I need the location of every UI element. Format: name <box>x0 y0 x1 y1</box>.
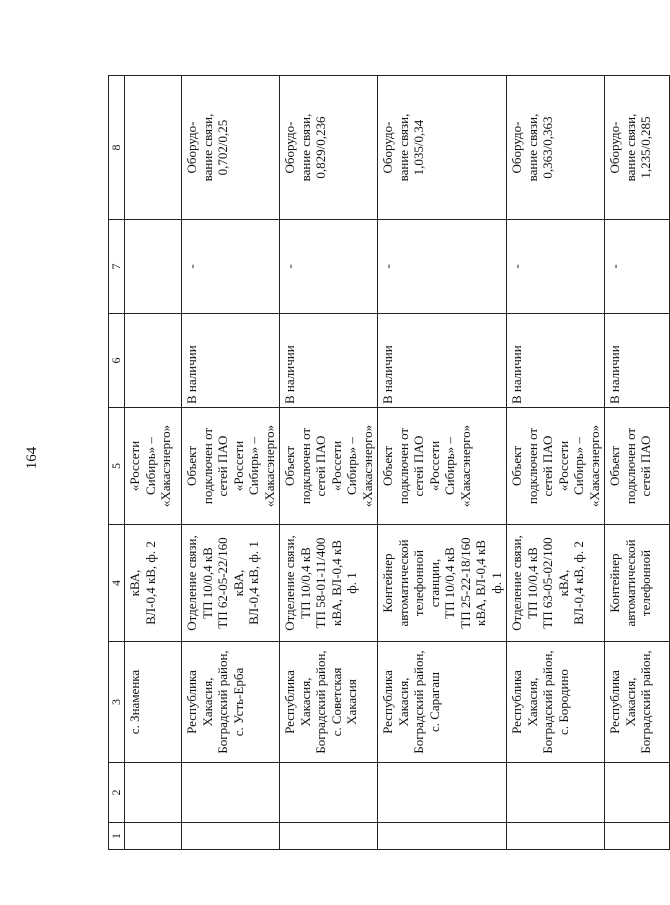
column-number-row <box>109 76 125 850</box>
cell-availability <box>378 314 507 408</box>
cell-col-2 <box>280 763 378 823</box>
cell-text-line: подключен от <box>524 427 540 505</box>
cell-text-line: Отделение связи, <box>282 535 297 631</box>
cell-text-line: Объект <box>282 446 297 486</box>
cell-text-line: вание связи, <box>297 113 313 182</box>
cell-col-index <box>507 823 605 850</box>
cell-facility-description <box>378 525 507 642</box>
cell-text-line: подключен от <box>622 427 638 505</box>
cell-facility-description <box>182 525 280 642</box>
cell-text-line: В наличии <box>607 345 622 404</box>
cell-availability <box>605 314 670 408</box>
cell-text-line: «Хакасэнерго» <box>457 424 473 508</box>
cell-equipment-load <box>280 76 378 220</box>
cell-text-line: Хакасия, <box>395 677 411 727</box>
cell-text-line: 1,035/0,34 <box>411 119 426 176</box>
cell-col-2 <box>605 763 670 823</box>
cell-text-line: «Хакасэнерго» <box>359 424 375 508</box>
cell-location <box>507 642 605 763</box>
cell-text-line: Хакасия, <box>297 677 313 727</box>
cell-connection-status <box>507 408 605 525</box>
cell-text-line: Республика <box>509 670 524 734</box>
column-number: 5 <box>109 408 125 525</box>
cell-text-line: подключен от <box>297 427 313 505</box>
cell-text-line: ТП 10/0,4 кВ <box>199 547 215 619</box>
cell-text-line: кВА, <box>127 569 142 597</box>
cell-text-line: с. Усть-Ерба <box>230 667 246 737</box>
cell-availability <box>280 314 378 408</box>
cell-text-line: ТП 25-22-18/160 <box>457 537 473 629</box>
cell-facility-description <box>507 525 605 642</box>
cell-text-line: Оборудо- <box>282 121 297 174</box>
column-number: 4 <box>109 525 125 642</box>
cell-equipment-load <box>182 76 280 220</box>
table-row <box>182 76 280 850</box>
cell-text-line: Боградский район, <box>540 650 555 754</box>
cell-text-line: «Россети <box>555 440 571 492</box>
cell-text-line: «Хакасэнерго» <box>261 424 277 508</box>
cell-text-line: Оборудо- <box>184 121 199 174</box>
cell-text-line: сетей ПАО <box>313 435 328 497</box>
cell-availability <box>507 314 605 408</box>
cell-text-line: Контейнер <box>380 553 395 613</box>
cell-text-line: 0,829/0,236 <box>313 116 328 179</box>
column-number: 3 <box>109 642 125 763</box>
cell-text-line: Объект <box>380 446 395 486</box>
cell-text-line: вание связи, <box>395 113 411 182</box>
cell-text-line: кВА, <box>230 569 246 597</box>
cell-text-line: кВА, ВЛ-0,4 кВ <box>473 540 488 626</box>
cell-text-line: Республика <box>607 670 622 734</box>
cell-equipment-load <box>378 76 507 220</box>
cell-equipment-load <box>125 76 182 220</box>
cell-col-index <box>125 823 182 850</box>
cell-col-2 <box>125 763 182 823</box>
cell-text-line: ВЛ-0,4 кВ, ф. 2 <box>571 541 586 625</box>
cell-text-line: кВА, ВЛ-0,4 кВ <box>328 540 344 626</box>
cell-location <box>605 642 670 763</box>
cell-text-line: Республика <box>380 670 395 734</box>
cell-text-line: ТП 10/0,4 кВ <box>442 547 457 619</box>
cell-text-line: В наличии <box>184 345 199 404</box>
cell-col-7 <box>605 220 670 314</box>
cell-text-line: ТП 62-05-22/160 <box>215 537 230 629</box>
cell-equipment-load <box>605 76 670 220</box>
rotated-table-container <box>108 76 653 850</box>
cell-col-index <box>378 823 507 850</box>
cell-availability <box>182 314 280 408</box>
column-number: 6 <box>109 314 125 408</box>
cell-location <box>280 642 378 763</box>
cell-col-2 <box>507 763 605 823</box>
cell-text-line: Хакасия, <box>622 677 638 727</box>
cell-text-line: ф. 1 <box>344 572 359 594</box>
cell-text-line: - <box>380 264 395 269</box>
cell-facility-description <box>125 525 182 642</box>
cell-text-line: «Россети <box>127 440 142 492</box>
cell-text-line: Отделение связи, <box>509 535 524 631</box>
cell-col-index <box>605 823 670 850</box>
cell-text-line: Республика <box>282 670 297 734</box>
cell-text-line: - <box>184 264 199 269</box>
cell-location <box>182 642 280 763</box>
cell-text-line: В наличии <box>380 345 395 404</box>
cell-col-7 <box>280 220 378 314</box>
table-row <box>125 76 182 850</box>
cell-text-line: Сибирь» – <box>571 437 586 495</box>
cell-col-7 <box>125 220 182 314</box>
cell-text-line: «Хакасэнерго» <box>158 424 173 508</box>
cell-col-index <box>280 823 378 850</box>
cell-connection-status <box>378 408 507 525</box>
cell-text-line: вание связи, <box>524 113 540 182</box>
cell-text-line: ТП 10/0,4 кВ <box>524 547 540 619</box>
cell-text-line: вание связи, <box>199 113 215 182</box>
cell-text-line: Хакасия, <box>524 677 540 727</box>
cell-text-line: Боградский район, <box>411 650 426 754</box>
cell-text-line: Хакасия <box>344 679 359 725</box>
cell-text-line: «Россети <box>230 440 246 492</box>
cell-text-line: Объект <box>607 446 622 486</box>
column-number: 1 <box>109 823 125 850</box>
cell-text-line: Сибирь» – <box>142 437 158 495</box>
cell-text-line: сетей ПАО <box>540 435 555 497</box>
cell-connection-status <box>605 408 670 525</box>
cell-text-line: «Россети <box>426 440 442 492</box>
cell-text-line: «Россети <box>328 440 344 492</box>
cell-text-line: 0,363/0,363 <box>540 116 555 179</box>
cell-col-7 <box>378 220 507 314</box>
cell-text-line: «Хакасэнерго» <box>586 424 602 508</box>
cell-text-line: ТП 10/0,4 кВ <box>297 547 313 619</box>
column-number: 7 <box>109 220 125 314</box>
cell-text-line: Оборудо- <box>380 121 395 174</box>
cell-text-line: Республика <box>184 670 199 734</box>
page-number: 164 <box>24 446 40 470</box>
cell-facility-description <box>280 525 378 642</box>
cell-text-line: 0,702/0,25 <box>215 119 230 176</box>
cell-availability <box>125 314 182 408</box>
table-body <box>125 76 670 850</box>
cell-connection-status <box>182 408 280 525</box>
cell-text-line: подключен от <box>395 427 411 505</box>
cell-text-line: автоматической <box>395 539 411 627</box>
cell-text-line: автоматической <box>622 539 638 627</box>
cell-equipment-load <box>507 76 605 220</box>
table-row <box>378 76 507 850</box>
cell-col-7 <box>182 220 280 314</box>
cell-text-line: Сибирь» – <box>442 437 457 495</box>
cell-connection-status <box>125 408 182 525</box>
cell-text-line: Сибирь» – <box>246 437 261 495</box>
column-number: 2 <box>109 763 125 823</box>
cell-text-line: Объект <box>509 446 524 486</box>
cell-text-line: ТП 58-01-11/400 <box>313 537 328 629</box>
cell-text-line: 1,235/0,285 <box>638 116 653 179</box>
table-rotation-frame <box>108 76 653 850</box>
cell-text-line: вание связи, <box>622 113 638 182</box>
cell-text-line: - <box>282 264 297 269</box>
cell-text-line: с. Бородино <box>555 669 571 735</box>
cell-text-line: ф. 1 <box>488 572 504 594</box>
cell-location <box>125 642 182 763</box>
table-row <box>605 76 670 850</box>
cell-text-line: Хакасия, <box>199 677 215 727</box>
cell-text-line: В наличии <box>509 345 524 404</box>
cell-text-line: - <box>607 264 622 269</box>
cell-connection-status <box>280 408 378 525</box>
cell-text-line: ВЛ-0,4 кВ, ф. 1 <box>246 541 261 625</box>
cell-facility-description <box>605 525 670 642</box>
column-number: 8 <box>109 76 125 220</box>
cell-text-line: ВЛ-0,4 кВ, ф. 2 <box>142 541 158 625</box>
cell-text-line: Боградский район, <box>313 650 328 754</box>
table-row <box>280 76 378 850</box>
cell-text-line: Сибирь» – <box>344 437 359 495</box>
cell-text-line: кВА, <box>555 569 571 597</box>
cell-text-line: Отделение связи, <box>184 535 199 631</box>
cell-col-index <box>182 823 280 850</box>
cell-col-7 <box>507 220 605 314</box>
cell-text-line: с. Советская <box>328 667 344 737</box>
table-row <box>507 76 605 850</box>
cell-col-2 <box>182 763 280 823</box>
cell-text-line: Контейнер <box>607 553 622 613</box>
cell-text-line: телефонной <box>411 549 426 617</box>
cell-text-line: Боградский район, <box>638 650 653 754</box>
cell-location <box>378 642 507 763</box>
cell-col-2 <box>378 763 507 823</box>
cell-text-line: сетей ПАО <box>411 435 426 497</box>
infrastructure-table <box>108 75 670 850</box>
cell-text-line: Боградский район, <box>215 650 230 754</box>
cell-text-line: Оборудо- <box>607 121 622 174</box>
cell-text-line: с. Знаменка <box>127 669 142 735</box>
cell-text-line: телефонной <box>638 549 653 617</box>
cell-text-line: станции, <box>426 558 442 608</box>
cell-text-line: Оборудо- <box>509 121 524 174</box>
cell-text-line: Объект <box>184 446 199 486</box>
cell-text-line: сетей ПАО <box>638 435 653 497</box>
cell-text-line: - <box>509 264 524 269</box>
cell-text-line: с. Сарагаш <box>426 671 442 733</box>
cell-text-line: подключен от <box>199 427 215 505</box>
cell-text-line: сетей ПАО <box>215 435 230 497</box>
cell-text-line: ТП 63-05-02/100 <box>540 537 555 629</box>
cell-text-line: В наличии <box>282 345 297 404</box>
